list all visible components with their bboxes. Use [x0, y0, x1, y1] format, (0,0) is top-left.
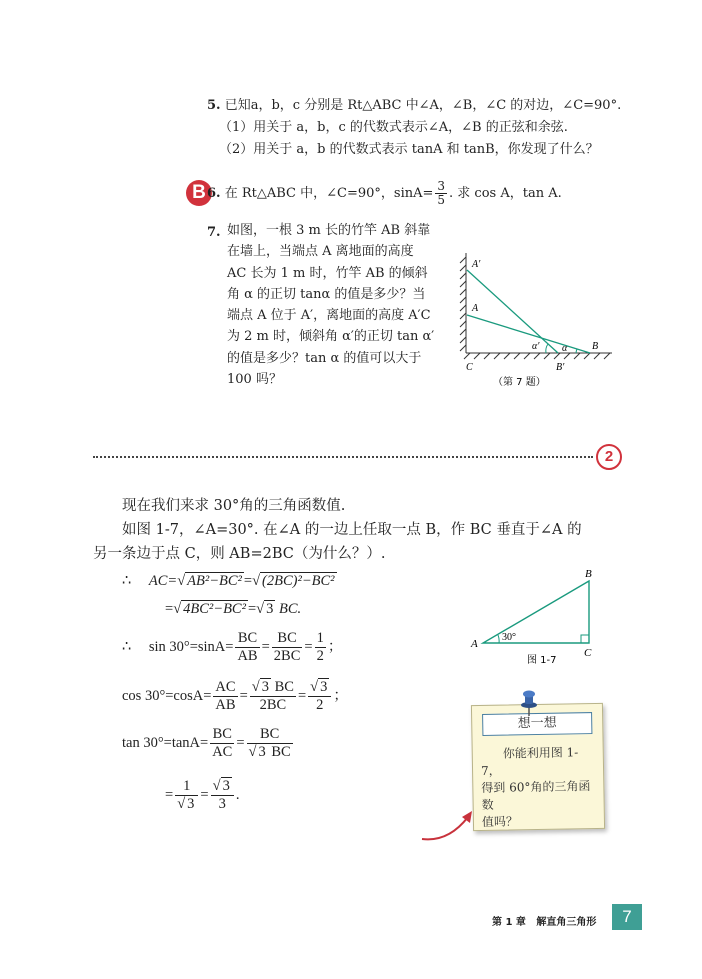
exercise-5: [207, 95, 621, 116]
exercise-7-line: 如图，一根 3 m 长的竹竿 AB 斜靠: [227, 223, 431, 238]
equals: =: [297, 688, 307, 704]
numerator-tail: BC: [274, 679, 294, 696]
exercise-7-line: 在墙上，当端点 A 离地面的高度: [227, 244, 414, 260]
equation-ac-continued: [165, 597, 301, 621]
exercise-7-line: AC 长为 1 m 时，竹竿 AB 的倾斜: [227, 265, 428, 281]
fraction: [213, 679, 237, 714]
note-text: 你能利用图 1-7， 得到 60°角的三角函数 值吗？: [480, 745, 591, 829]
denominator: AB: [237, 648, 258, 665]
therefore-symbol: ∴: [122, 639, 132, 655]
fraction: [315, 630, 326, 665]
triangle-figure-1-7: [465, 565, 615, 670]
section-number-badge: 2: [596, 444, 622, 470]
numerator: 1: [175, 778, 198, 796]
denominator: 2BC: [273, 648, 301, 665]
arrow-icon: [418, 805, 478, 845]
denominator-tail: BC: [271, 744, 291, 761]
ladder-figure: [440, 245, 615, 405]
label-a-prime: A′: [472, 259, 481, 270]
fraction: [235, 630, 259, 665]
sin-lhs: sin 30°=sinA=: [148, 639, 234, 655]
equation-sin30: [122, 628, 342, 666]
radicand: 3: [187, 796, 195, 813]
exercise-number: 7.: [207, 225, 221, 240]
exercise-6-text: 在 Rt△ABC 中，∠C=90°，sinA=: [224, 186, 434, 201]
radicand: 3: [261, 679, 269, 696]
sqrt-sign: √: [173, 601, 182, 617]
equals: =: [261, 639, 270, 655]
pole-position-a: [467, 315, 590, 353]
numerator: √ 3: [211, 778, 234, 796]
sqrt-sign: √: [252, 573, 261, 589]
fraction: [250, 679, 296, 714]
note-title: 想一想: [482, 712, 592, 736]
pole-position-a1: [467, 270, 558, 353]
figure-7-caption: （第 7 题）: [493, 377, 546, 388]
equation-tail: BC.: [278, 601, 302, 617]
equation-cos30: [122, 677, 348, 715]
numerator: BC: [210, 726, 234, 744]
therefore-symbol: ∴: [122, 573, 132, 589]
label-c: C: [466, 362, 473, 373]
exercise-5-part-1: （1）用关于 a，b，c 的代数式表示∠A，∠B 的正弦和余弦.: [219, 120, 568, 135]
angle-arc-30: [498, 635, 499, 643]
tan-lhs: tan 30°=tanA=: [122, 735, 209, 751]
exercise-7-text: [227, 220, 434, 390]
exercise-7: [207, 222, 221, 243]
label-b: B: [585, 568, 592, 580]
exercise-7-line: 角 α 的正切 tanα 的值是多少？当: [227, 286, 426, 302]
fraction: [435, 180, 447, 207]
radicand: 3: [222, 778, 230, 795]
denominator: AB: [215, 697, 236, 714]
denominator: 2: [316, 697, 324, 714]
semicolon: ；: [333, 688, 348, 704]
right-triangle: [483, 581, 589, 643]
denominator: 5: [437, 193, 446, 207]
period: .: [235, 787, 240, 803]
radicand: AB²−BC²: [187, 573, 242, 589]
intro-sentence: 现在我们来求 30°角的三角函数值.: [122, 498, 346, 514]
think-note: [471, 703, 605, 831]
label-a: A: [471, 638, 478, 650]
radicand: 3: [320, 679, 328, 696]
section-divider: [93, 456, 593, 458]
level-b-badge: B: [186, 180, 212, 206]
denominator: √ 3: [177, 796, 195, 813]
figure-1-7-caption: 图 1-7: [527, 655, 557, 666]
exercise-6-text-end: . 求 cos A，tan A.: [449, 186, 562, 201]
sqrt-sign: √: [177, 573, 186, 589]
body-paragraph-line: 另一条边于点 C，则 AB=2BC（为什么？）.: [93, 546, 386, 562]
numerator: BC: [247, 726, 293, 744]
pushpin-icon: [518, 688, 540, 718]
page-number: 7: [612, 904, 642, 930]
equals: =: [247, 601, 257, 617]
exercise-5-part-2: （2）用关于 a，b 的代数式表示 tanA 和 tanB，你发现了什么？: [219, 142, 599, 157]
equals: =: [165, 601, 174, 617]
equals: =: [243, 573, 253, 589]
numerator: 1: [316, 630, 324, 647]
fraction: [175, 778, 198, 813]
label-angle-30: 30°: [502, 632, 516, 643]
equals: =: [239, 688, 248, 704]
exercise-7-line: 的值是多少？tan α 的值可以大于: [227, 350, 422, 366]
equation-tan30-continued: [165, 776, 239, 814]
cos-lhs: cos 30°=cosA=: [122, 688, 212, 704]
numerator: AC: [215, 679, 236, 696]
chapter-footer: 第 1 章 解直角三角形: [492, 917, 597, 928]
numerator: BC: [235, 630, 259, 648]
label-a: A: [472, 303, 479, 314]
numerator: √ 3 BC: [251, 679, 294, 696]
exercise-5-stem: 已知a，b，c 分别是 Rt△ABC 中∠A，∠B，∠C 的对边，∠C=90°.: [224, 98, 622, 113]
denominator: 3: [218, 796, 226, 813]
exercise-number: 5.: [207, 98, 221, 113]
label-alpha-prime: α′: [532, 341, 540, 352]
label-c: C: [584, 647, 592, 659]
fraction: [308, 679, 331, 714]
exercise-number: 6.: [207, 186, 221, 201]
body-paragraph-line: 如图 1-7，∠A=30°. 在∠A 的一边上任取一点 B，作 BC 垂直于∠A 的: [122, 522, 582, 538]
sqrt-sign: √: [256, 601, 265, 617]
right-angle-mark: [581, 635, 589, 643]
denominator: 2: [316, 648, 324, 665]
fraction: [210, 726, 234, 761]
angle-arc-alpha: [576, 349, 577, 353]
equals: =: [165, 787, 174, 803]
numerator: √ 3: [308, 679, 331, 697]
denominator: √ 3 BC: [248, 744, 291, 761]
radicand: 3: [258, 744, 266, 761]
exercise-7-line: 端点 A 位于 A′，离地面的高度 A′C: [227, 308, 431, 324]
fraction: [272, 630, 303, 665]
equation-ac: [122, 569, 337, 593]
equals: =: [200, 787, 209, 803]
fraction: [211, 778, 234, 813]
label-b-prime: B′: [556, 362, 565, 373]
fraction: [247, 726, 293, 761]
equals: =: [236, 735, 245, 751]
semicolon: ；: [327, 639, 343, 655]
denominator: AC: [212, 744, 233, 761]
exercise-7-line: 100 吗？: [227, 372, 282, 388]
ac-lhs: AC=: [148, 573, 178, 589]
label-b: B: [592, 341, 599, 352]
label-alpha: α: [562, 343, 568, 354]
radicand: 3: [266, 601, 274, 617]
equation-tan30: [122, 724, 295, 762]
numerator: BC: [272, 630, 303, 648]
denominator: 2BC: [259, 697, 287, 714]
exercise-6: [207, 180, 562, 208]
radicand: (2BC)²−BC²: [262, 573, 335, 589]
angle-arc-alpha1: [546, 344, 548, 353]
numerator: 3: [437, 179, 446, 193]
radicand: 4BC²−BC²: [183, 601, 246, 617]
exercise-7-line: 为 2 m 时，倾斜角 α′的正切 tan α′: [227, 329, 435, 345]
equals: =: [304, 639, 313, 655]
